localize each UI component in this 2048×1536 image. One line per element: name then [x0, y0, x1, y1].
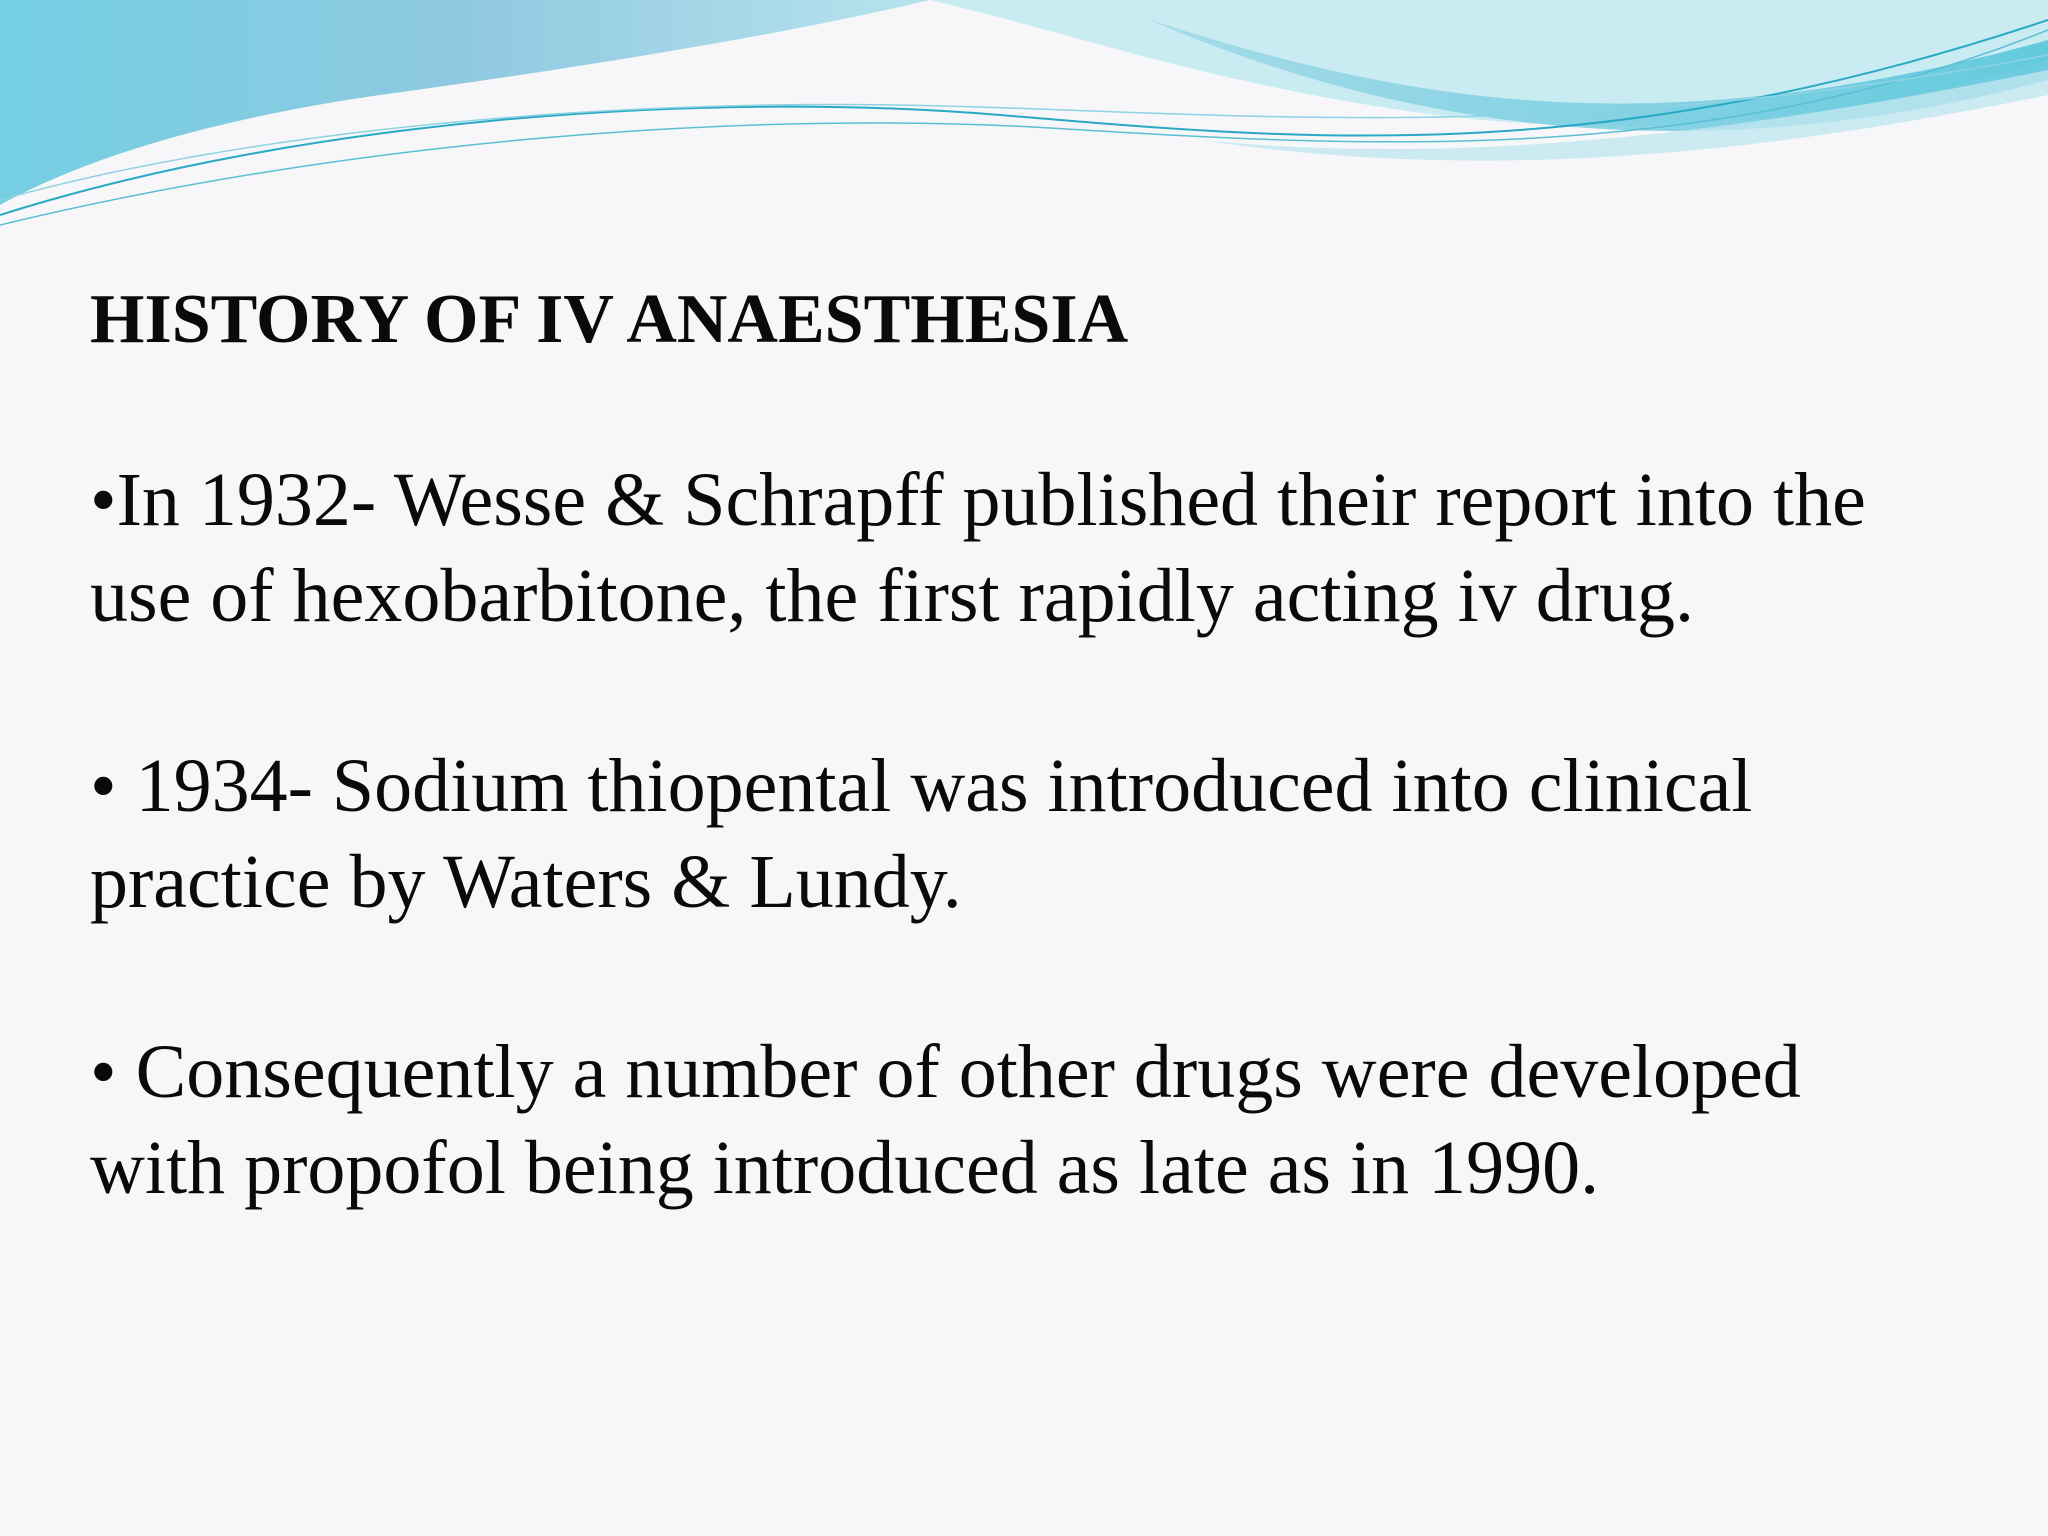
bullet-text-line: practice by Waters & Lundy. [90, 840, 962, 924]
bullet-item [90, 738, 1990, 930]
bullet-item [90, 452, 1990, 644]
slide-content [90, 270, 1990, 1310]
wave-header-decoration [0, 0, 2048, 240]
bullet-text-line: • 1934- Sodium thiopental was introduced into clinical [90, 744, 1753, 828]
bullet-text-line: • Consequently a number of other drugs were developed [90, 1030, 1801, 1114]
bullet-text-line: use of hexobarbitone, the first rapidly acting iv drug. [90, 554, 1695, 638]
bullet-item [90, 1024, 1990, 1216]
slide-title: HISTORY OF IV ANAESTHESIA [90, 281, 1129, 358]
bullet-text-line: •In 1932- Wesse & Schrapff published their report into the [90, 458, 1866, 542]
bullet-text-line: with propofol being introduced as late as in 1990. [90, 1126, 1600, 1210]
